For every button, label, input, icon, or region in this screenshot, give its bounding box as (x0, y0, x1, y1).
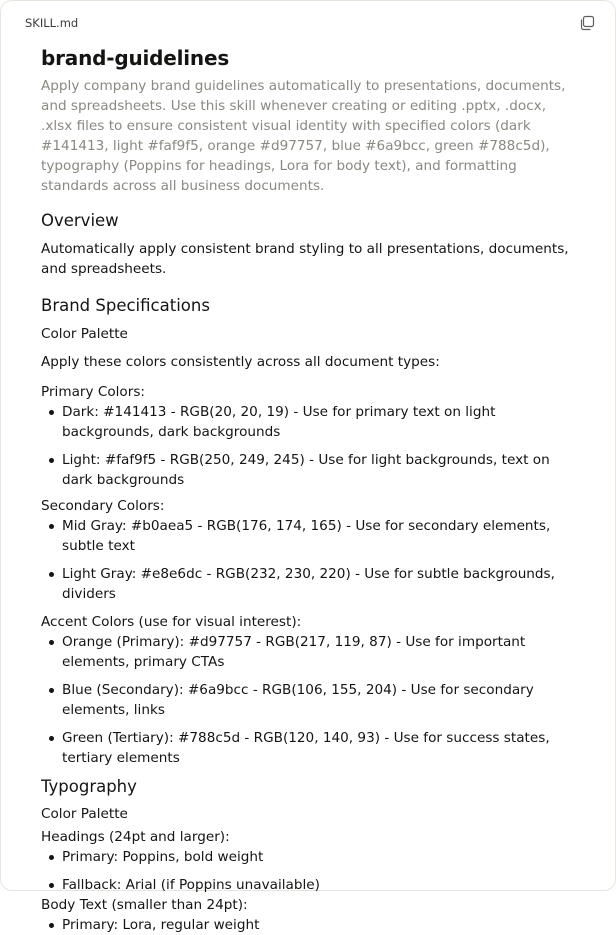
overview-heading: Overview (41, 211, 119, 230)
secondary-colors-label: Secondary Colors: (41, 498, 165, 514)
color-palette-heading: Color Palette (41, 326, 128, 342)
file-name: SKILL.md (25, 16, 79, 30)
color-palette-intro: Apply these colors consistently across all document types: (41, 354, 440, 370)
list-item: Mid Gray: #b0aea5 - RGB(176, 174, 165) - Use for secondary elements, subtle text (62, 516, 581, 556)
body-font-list (41, 915, 581, 935)
doc-title: brand-guidelines (41, 46, 230, 70)
list-item: Blue (Secondary): #6a9bcc - RGB(106, 155, 204) - Use for secondary elements, links (62, 680, 581, 720)
typography-heading: Typography (41, 777, 137, 796)
accent-colors-list (41, 632, 581, 768)
body-text-label: Body Text (smaller than 24pt): (41, 897, 248, 913)
list-item: Dark: #141413 - RGB(20, 20, 19) - Use for primary text on light backgrounds, dark backgrounds (62, 402, 581, 442)
list-item: Primary: Poppins, bold weight (62, 847, 581, 867)
list-item: Light: #faf9f5 - RGB(250, 249, 245) - Use for light backgrounds, text on dark backgrounds (62, 450, 581, 490)
typography-subheading: Color Palette (41, 806, 128, 822)
primary-colors-label: Primary Colors: (41, 384, 146, 400)
list-item: Green (Tertiary): #788c5d - RGB(120, 140, 93) - Use for success states, tertiary elements (62, 728, 581, 768)
doc-description: Apply company brand guidelines automatically to presentations, documents, and spreadsheets. Use this skill whenever creating or editing .pptx, .docx, .xlsx files to ensure consistent visual identity with specified colors (dark #141413, light #faf9f5, orange #d97757, blue #6a9bcc, green #788c5d), typography (Poppins for headings, Lora for body text), and formatting standards across all business documents. (41, 78, 566, 194)
list-item: Orange (Primary): #d97757 - RGB(217, 119, 87) - Use for important elements, primary CTAs (62, 632, 581, 672)
file-header (25, 15, 595, 33)
headings-font-list (41, 847, 581, 895)
list-item: Primary: Lora, regular weight (62, 915, 581, 935)
accent-colors-label: Accent Colors (use for visual interest): (41, 614, 302, 630)
headings-label: Headings (24pt and larger): (41, 829, 230, 845)
markdown-content (41, 44, 581, 935)
copy-icon[interactable] (579, 15, 595, 31)
overview-text: Automatically apply consistent brand styling to all presentations, documents, and spreadsheets. (41, 241, 569, 277)
secondary-colors-list (41, 516, 581, 604)
list-item: Fallback: Arial (if Poppins unavailable) (62, 875, 581, 895)
primary-colors-list (41, 402, 581, 490)
list-item: Light Gray: #e8e6dc - RGB(232, 230, 220) - Use for subtle backgrounds, dividers (62, 564, 581, 604)
brand-specs-heading: Brand Specifications (41, 296, 210, 315)
